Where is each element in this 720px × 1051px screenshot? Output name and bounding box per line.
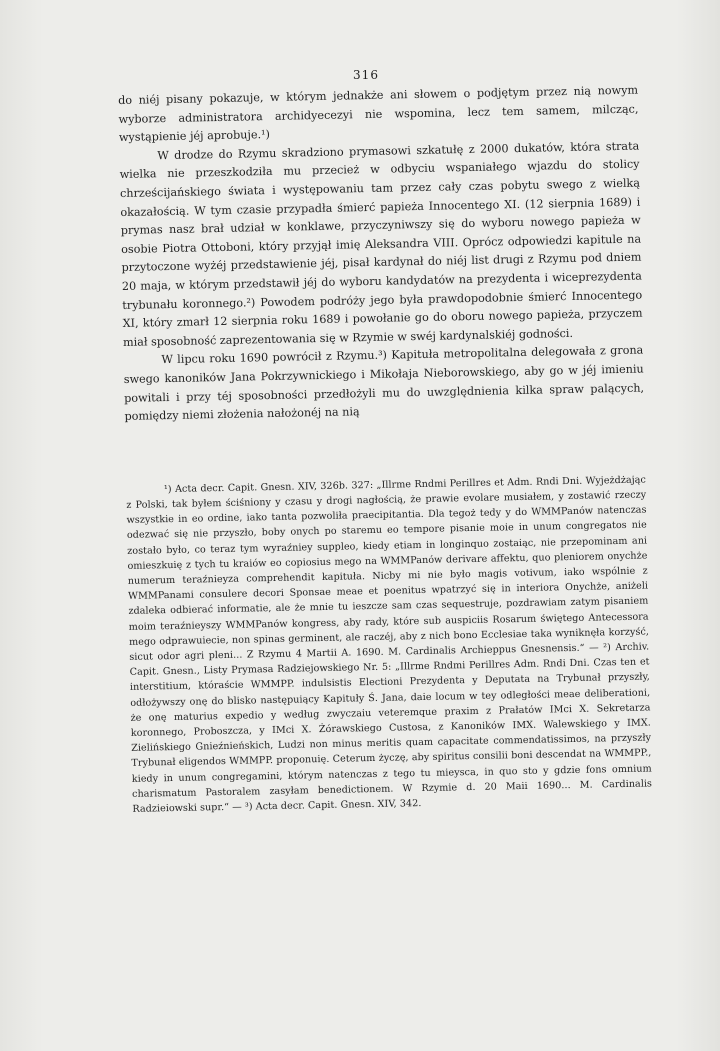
footnote-text: ¹) Acta decr. Capit. Gnesn. XIV, 326b. 327: „Illrme Rndmi Perillres et Adm. Rndi Dni. Wyjeżdżając z Polski, tak byłem ściśniony y czasu y drogi nagłością, że prawie evolare musiałem, y zostawić rzeczy wszystkie in eo ordine, iako tanta pozwoliła praecipitantia. Dla tegoż tedy y do WMMPanów natenczas odezwać się nie przyszło, boby onych po staremu eo tempore pisanie moie in unum congregatos nie zostało było, co teraz tym wyraźniey suppleo, kiedy etiam in longinquo zostaiąc, nie przepominam ani omieszkuię z tych tu kraiów eo copiosius mego na WMMPanów derivare affektu, quo pleniorem onychże numerum teraźnieyza comprehendit kapituła. Nicby mi nie było magis votivum, iako wspólnie z WMMPanami consulere decori Sponsae meae et poenitus wpatrzyć się in interiora Onychże, aniżeli zdaleka odbierać informatie, ale że mnie tu ieszcze sam czas sequestruje, pozdrawiam zatym pisaniem moim teraźnieyszy WMMPanów kongress, aby rady, które sub auspiciis Rosarum świętego Antecessora mego odprawuiecie, non spinas germinent, ale raczéj, aby z nich bono Ecclesiae taka wyniknęła korzyść, sicut odor agri pleni... Z Rzymu 4 Martii A. 1690. M. Cardinalis Archieppus Gnesnensis.“ — ²) Archiv. Capit. Gnesn., Listy Prymasa Radziejowskiego Nr. 5: „Illrme Rndmi Perillres Adm. Rndi Dni. Czas ten et interstitium, któraście WMMPP. indulsistis Electioni Prezydenta y Deputata na Trybunał przyszły, odłożywszy onę do blisko następuiący Kapituły Ś. Jana, daie locum w tey odległości meae deliberationi, że onę maturius expedio y według zwyczaiu veteremque praxim z Prałatów IMci X. Sekretarza koronnego, Proboszcza, y IMci X. Żórawskiego Custosa, z Kanoników IMX. Walewskiego y IMX. Zielińskiego Gnieźnieńskich, Ludzi non minus meritis quam capacitate commendatissimos, na przyszły Trybunał eligendos WMMPP. proponuię. Ceterum życzę, aby spiritus consilii boni descendat na WMMPP., kiedy in unum congregamini, którym natenczas z tego tu mieysca, in quo sto y gdzie fons omnium charismatum Pastoralem zasyłam benedictionem. W Rzymie d. 20 Maii 1690... M. Cardinalis Radzieiowski supr.“ — ³) Acta decr. Capit. Gnesn. XIV, 342.	[126, 474, 653, 815]
body-text	[118, 82, 645, 427]
footnotes	[126, 472, 653, 817]
page-number: 316	[353, 68, 379, 82]
text-block	[118, 82, 652, 817]
paragraph: W lipcu roku 1690 powrócił z Rzymu.³) Kapituła metropolitalna delegowała z grona swego kanoników Jana Pokrzywnickiego i Mikołaja Nieborowskiego, aby go w jéj imieniu powitali i przy téj sposobności przedłożyli mu do uwzględnienia kilka spraw palących, pomiędzy niemi złożenia nałożonéj na nią	[123, 343, 645, 424]
paragraph: W drodze do Rzymu skradziono prymasowi szkatułę z 2000 dukatów, która strata wielka nie przeszkodziła mu przecież w odbyciu wspaniałego wjazdu do stolicy chrześcijańskiego świata i występowaniu tam przez cały czas pobytu swego z wielką okazałością. W tym czasie przypadła śmierć papieża Innocentego XI. (12 sierpnia 1689) i prymas nasz brał udział w konklawe, przyczyniwszy się do wyboru nowego papieża w osobie Piotra Ottoboni, który przyjął imię Aleksandra VIII. Oprócz odpowiedzi kapitule na przytoczone wyżéj przedstawienie jéj, pisał kardynał do niéj list drugi z Rzymu pod dniem 20 maja, w którym przedstawił jéj do wyboru kandydatów na prezydenta i wiceprezydenta trybunału koronnego.²) Powodem podróży jego była prawdopodobnie śmierć Innocentego XI, który zmarł 12 sierpnia roku 1689 i powołanie go do oboru nowego papieża, przyczem miał sposobność zaprezentowania się w Rzymie w swéj kardynalskiéj godności.	[119, 139, 643, 349]
paragraph: do niéj pisany pokazuje, w którym jednakże ani słowem o podjętym przez nią nowym wyborze administratora archidyecezyi nie wspomina, lecz tem samem, milcząc, wystąpienie jéj aprobuje.¹)	[118, 83, 639, 145]
